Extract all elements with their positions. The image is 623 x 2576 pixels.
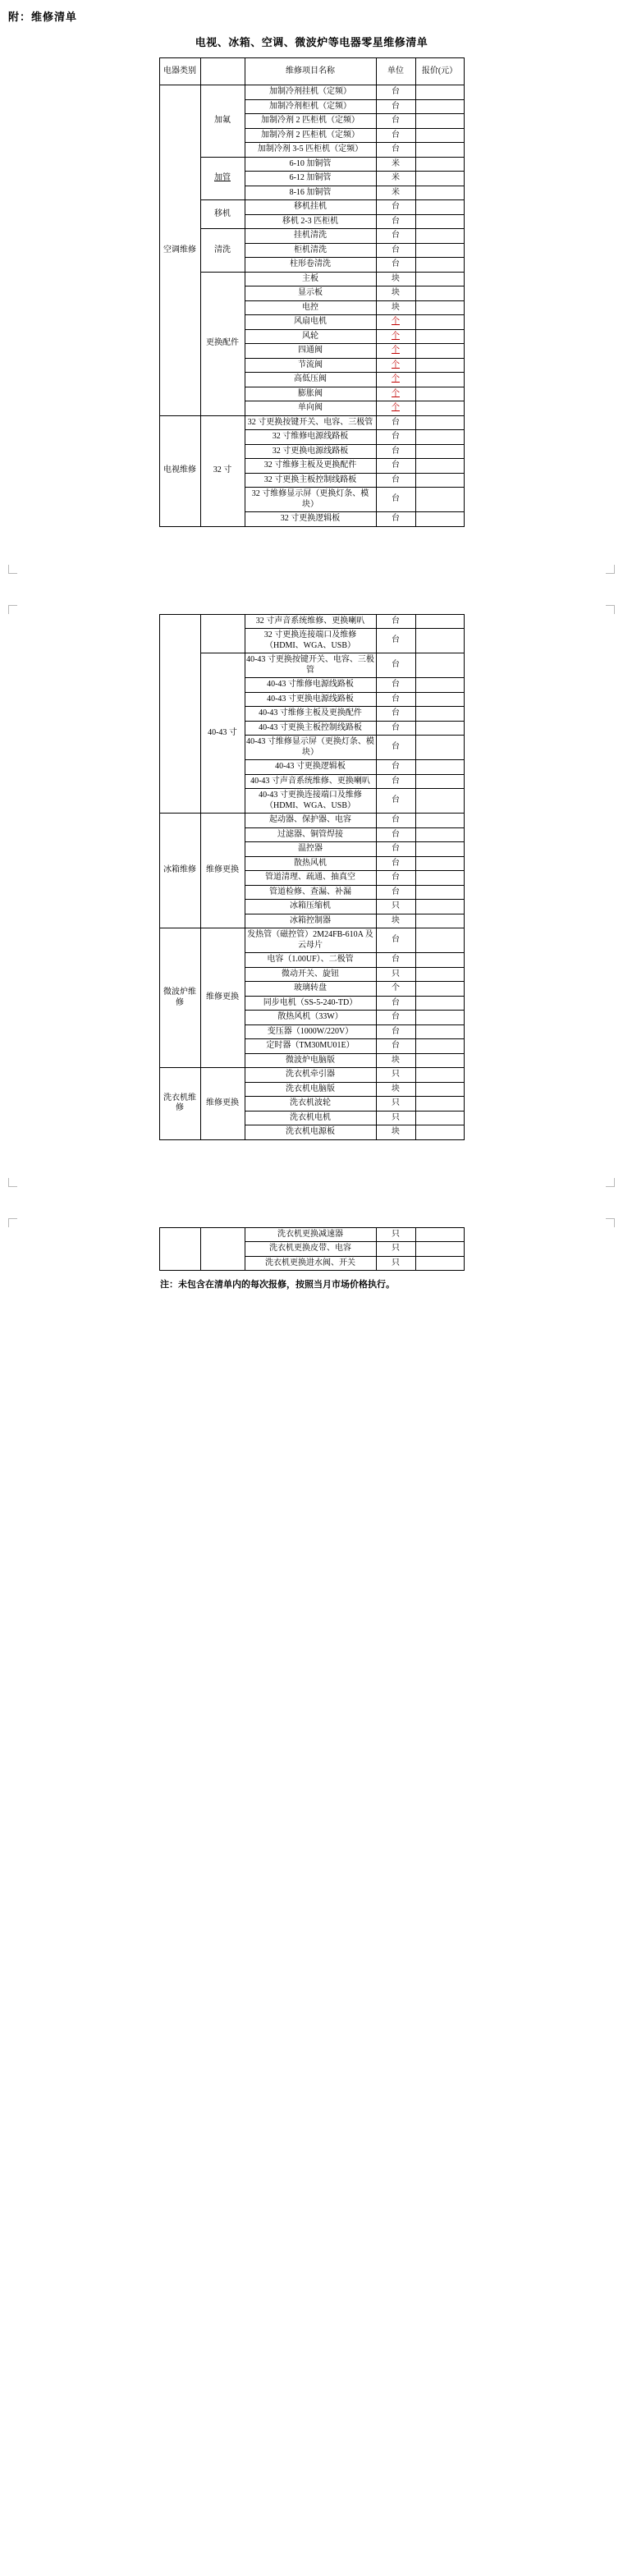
cell-unit: 台	[376, 707, 415, 722]
cell-price	[415, 914, 464, 928]
cell-subcategory	[200, 614, 245, 653]
cell-item: 风扇电机	[245, 315, 376, 330]
cell-price	[415, 387, 464, 401]
cell-item: 洗衣机更换皮带、电容	[245, 1242, 376, 1257]
cell-price	[415, 814, 464, 828]
cell-price	[415, 827, 464, 842]
cell-unit: 台	[376, 1024, 415, 1039]
cell-price	[415, 243, 464, 258]
cell-item: 散热风机（33W）	[245, 1011, 376, 1025]
cell-unit: 台	[376, 85, 415, 100]
cell-item: 管道清理、疏通、抽真空	[245, 871, 376, 886]
cell-unit: 台	[376, 629, 415, 653]
cell-category: 电视维修	[159, 415, 200, 526]
cell-category: 洗衣机维修	[159, 1068, 200, 1140]
cell-item: 8-16 加铜管	[245, 186, 376, 200]
cell-item: 32 寸更换按键开关、电容、三极管	[245, 415, 376, 430]
cell-unit: 只	[376, 1068, 415, 1083]
cell-price	[415, 114, 464, 129]
cell-subcategory: 更换配件	[200, 272, 245, 415]
cell-item: 发热管（磁控管）2M24FB-610A 及云母片	[245, 928, 376, 953]
cell-unit: 台	[376, 814, 415, 828]
cell-subcategory: 维修更换	[200, 814, 245, 928]
cell-item: 32 寸更换逻辑板	[245, 512, 376, 527]
cell-unit: 个	[376, 401, 415, 416]
cell-price	[415, 286, 464, 301]
cell-unit: 台	[376, 842, 415, 857]
cell-item: 40-43 寸维修电源线路板	[245, 678, 376, 693]
cell-price	[415, 1068, 464, 1083]
cell-item: 同步电机（SS-5-240-TD）	[245, 996, 376, 1011]
cell-item: 加制冷剂 3-5 匹柜机（定频）	[245, 143, 376, 158]
table-row	[159, 614, 464, 629]
cell-price	[415, 736, 464, 760]
cell-unit: 台	[376, 128, 415, 143]
cell-price	[415, 760, 464, 775]
cell-price	[415, 856, 464, 871]
cell-item: 6-12 加铜管	[245, 172, 376, 186]
cell-unit: 台	[376, 653, 415, 678]
cell-price	[415, 1125, 464, 1140]
cell-item: 32 寸更换主板控制线路板	[245, 473, 376, 488]
footer-note: 注：未包含在清单内的每次报修，按照当月市场价格执行。	[160, 1280, 395, 1290]
cell-item: 32 寸维修主板及更换配件	[245, 459, 376, 474]
cell-item: 定时器（TM30MU01E）	[245, 1039, 376, 1054]
cell-price	[415, 871, 464, 886]
cell-category	[159, 1227, 200, 1271]
cell-category	[159, 614, 200, 814]
header-subcategory	[200, 58, 245, 85]
cell-price	[415, 1111, 464, 1125]
cell-unit: 台	[376, 885, 415, 900]
cell-item: 单向阀	[245, 401, 376, 416]
cell-unit: 个	[376, 373, 415, 387]
header-price: 报价(元）	[415, 58, 464, 85]
cell-unit: 台	[376, 114, 415, 129]
cell-unit: 台	[376, 760, 415, 775]
cell-unit: 块	[376, 286, 415, 301]
cell-price	[415, 344, 464, 359]
cell-item: 洗衣机牵引器	[245, 1068, 376, 1083]
cell-item: 40-43 寸更换电源线路板	[245, 692, 376, 707]
cell-price	[415, 358, 464, 373]
cell-unit: 台	[376, 789, 415, 814]
cell-unit: 个	[376, 344, 415, 359]
cell-price	[415, 128, 464, 143]
page-break-marks	[0, 565, 623, 614]
cell-unit: 台	[376, 488, 415, 512]
table-row	[159, 200, 464, 215]
cell-unit: 台	[376, 774, 415, 789]
header-category: 电器类别	[159, 58, 200, 85]
document-header-label: 附：维修清单	[8, 11, 78, 23]
cell-unit: 台	[376, 473, 415, 488]
cell-unit: 台	[376, 928, 415, 953]
cell-item: 40-43 寸更换连接端口及维修（HDMI、WGA、USB）	[245, 789, 376, 814]
cell-price	[415, 678, 464, 693]
repair-list-table-part3	[159, 1227, 465, 1272]
header-unit: 单位	[376, 58, 415, 85]
cell-unit: 只	[376, 1227, 415, 1242]
cell-item: 温控器	[245, 842, 376, 857]
cell-unit: 台	[376, 871, 415, 886]
cell-category: 微波炉维修	[159, 928, 200, 1068]
cell-price	[415, 85, 464, 100]
cell-price	[415, 172, 464, 186]
cell-unit: 台	[376, 996, 415, 1011]
table-header-row	[159, 58, 464, 85]
cell-category: 冰箱维修	[159, 814, 200, 928]
cell-item: 风轮	[245, 329, 376, 344]
cell-price	[415, 1256, 464, 1271]
cell-unit: 台	[376, 736, 415, 760]
cell-price	[415, 459, 464, 474]
cell-unit: 台	[376, 229, 415, 244]
repair-list-table-part1	[159, 57, 465, 527]
table-row	[159, 229, 464, 244]
cell-price	[415, 982, 464, 997]
table-row	[159, 928, 464, 953]
cell-item: 主板	[245, 272, 376, 286]
cell-price	[415, 186, 464, 200]
table-row	[159, 415, 464, 430]
cell-price	[415, 928, 464, 953]
cell-item: 洗衣机电机	[245, 1111, 376, 1125]
cell-item: 洗衣机更换进水阀、开关	[245, 1256, 376, 1271]
cell-item: 32 寸更换电源线路板	[245, 444, 376, 459]
cell-item: 32 寸维修显示屏（更换灯条、模块）	[245, 488, 376, 512]
cell-unit: 只	[376, 1097, 415, 1112]
cell-unit: 台	[376, 444, 415, 459]
cell-unit: 台	[376, 430, 415, 445]
cell-price	[415, 789, 464, 814]
cell-price	[415, 214, 464, 229]
page-title: 电视、冰箱、空调、微波炉等电器零星维修清单	[195, 36, 428, 48]
cell-unit: 块	[376, 1082, 415, 1097]
cell-price	[415, 692, 464, 707]
cell-unit: 米	[376, 157, 415, 172]
cell-unit: 台	[376, 258, 415, 273]
header-item: 维修项目名称	[245, 58, 376, 85]
cell-item: 6-10 加铜管	[245, 157, 376, 172]
cell-price	[415, 229, 464, 244]
cell-item: 32 寸维修电源线路板	[245, 430, 376, 445]
cell-unit: 个	[376, 315, 415, 330]
table-row	[159, 85, 464, 100]
cell-subcategory: 40-43 寸	[200, 653, 245, 814]
cell-price	[415, 143, 464, 158]
cell-unit: 台	[376, 721, 415, 736]
cell-item: 移机 2-3 匹柜机	[245, 214, 376, 229]
page-break-marks-2	[0, 1178, 623, 1227]
cell-item: 加制冷剂 2 匹柜机（定频）	[245, 128, 376, 143]
cell-unit: 台	[376, 953, 415, 968]
cell-item: 移机挂机	[245, 200, 376, 215]
cell-price	[415, 300, 464, 315]
cell-item: 洗衣机电源板	[245, 1125, 376, 1140]
cell-unit: 个	[376, 982, 415, 997]
cell-item: 微动开关、旋钮	[245, 967, 376, 982]
table-row	[159, 157, 464, 172]
cell-price	[415, 272, 464, 286]
cell-unit: 块	[376, 914, 415, 928]
cell-price	[415, 629, 464, 653]
cell-unit: 台	[376, 678, 415, 693]
cell-price	[415, 444, 464, 459]
cell-unit: 台	[376, 243, 415, 258]
cell-item: 四通阀	[245, 344, 376, 359]
cell-item: 挂机清洗	[245, 229, 376, 244]
cell-unit: 台	[376, 692, 415, 707]
cell-price	[415, 315, 464, 330]
cell-price	[415, 1227, 464, 1242]
cell-price	[415, 373, 464, 387]
table-row	[159, 1068, 464, 1083]
cell-unit: 台	[376, 856, 415, 871]
cell-item: 微波炉电脑版	[245, 1053, 376, 1068]
cell-item: 玻璃转盘	[245, 982, 376, 997]
cell-item: 散热风机	[245, 856, 376, 871]
table-row	[159, 272, 464, 286]
cell-subcategory: 清洗	[200, 229, 245, 273]
cell-subcategory: 加管	[200, 157, 245, 200]
cell-item: 冰箱控制器	[245, 914, 376, 928]
cell-price	[415, 953, 464, 968]
cell-price	[415, 401, 464, 416]
cell-price	[415, 473, 464, 488]
cell-unit: 台	[376, 143, 415, 158]
cell-price	[415, 774, 464, 789]
cell-unit: 台	[376, 214, 415, 229]
cell-item: 40-43 寸更换按键开关、电容、三极管	[245, 653, 376, 678]
cell-price	[415, 329, 464, 344]
cell-unit: 块	[376, 272, 415, 286]
cell-item: 32 寸更换连接端口及维修（HDMI、WGA、USB）	[245, 629, 376, 653]
cell-unit: 块	[376, 300, 415, 315]
cell-unit: 台	[376, 415, 415, 430]
table-row	[159, 653, 464, 678]
cell-unit: 只	[376, 1111, 415, 1125]
cell-item: 起动器、保护器、电容	[245, 814, 376, 828]
cell-subcategory: 维修更换	[200, 928, 245, 1068]
table-row	[159, 814, 464, 828]
cell-subcategory: 32 寸	[200, 415, 245, 526]
cell-price	[415, 614, 464, 629]
cell-price	[415, 721, 464, 736]
cell-price	[415, 1082, 464, 1097]
cell-price	[415, 99, 464, 114]
cell-item: 膨胀阀	[245, 387, 376, 401]
cell-price	[415, 967, 464, 982]
cell-price	[415, 512, 464, 527]
cell-item: 40-43 寸更换主板控制线路板	[245, 721, 376, 736]
cell-price	[415, 415, 464, 430]
cell-unit: 米	[376, 172, 415, 186]
cell-unit: 只	[376, 1242, 415, 1257]
cell-unit: 个	[376, 387, 415, 401]
cell-item: 高低压阀	[245, 373, 376, 387]
cell-price	[415, 1024, 464, 1039]
cell-unit: 台	[376, 1039, 415, 1054]
cell-item: 电控	[245, 300, 376, 315]
cell-item: 40-43 寸更换逻辑板	[245, 760, 376, 775]
cell-unit: 台	[376, 614, 415, 629]
cell-item: 40-43 寸维修主板及更换配件	[245, 707, 376, 722]
cell-unit: 块	[376, 1125, 415, 1140]
cell-price	[415, 900, 464, 914]
cell-unit: 台	[376, 1011, 415, 1025]
cell-item: 显示板	[245, 286, 376, 301]
cell-category: 空调维修	[159, 85, 200, 416]
cell-unit: 只	[376, 1256, 415, 1271]
repair-list-table-part2	[159, 614, 465, 1140]
cell-unit: 台	[376, 459, 415, 474]
cell-price	[415, 996, 464, 1011]
cell-price	[415, 653, 464, 678]
cell-subcategory: 维修更换	[200, 1068, 245, 1140]
cell-item: 洗衣机波轮	[245, 1097, 376, 1112]
cell-item: 洗衣机更换减速器	[245, 1227, 376, 1242]
cell-price	[415, 885, 464, 900]
cell-item: 柱形卷清洗	[245, 258, 376, 273]
cell-price	[415, 1242, 464, 1257]
cell-item: 加制冷剂 2 匹柜机（定频）	[245, 114, 376, 129]
cell-price	[415, 258, 464, 273]
cell-price	[415, 707, 464, 722]
cell-unit: 台	[376, 827, 415, 842]
cell-item: 冰箱压缩机	[245, 900, 376, 914]
cell-item: 加制冷剂挂机（定频）	[245, 85, 376, 100]
cell-price	[415, 200, 464, 215]
cell-item: 32 寸声音系统维修、更换喇叭	[245, 614, 376, 629]
cell-unit: 台	[376, 200, 415, 215]
cell-item: 过滤器、铜管焊接	[245, 827, 376, 842]
cell-unit: 个	[376, 358, 415, 373]
cell-unit: 台	[376, 512, 415, 527]
cell-unit: 个	[376, 329, 415, 344]
cell-price	[415, 157, 464, 172]
cell-unit: 台	[376, 99, 415, 114]
cell-subcategory: 移机	[200, 200, 245, 229]
cell-subcategory: 加氟	[200, 85, 245, 158]
cell-unit: 块	[376, 1053, 415, 1068]
cell-item: 节流阀	[245, 358, 376, 373]
cell-price	[415, 1011, 464, 1025]
cell-unit: 只	[376, 967, 415, 982]
cell-item: 加制冷剂柜机（定频）	[245, 99, 376, 114]
cell-item: 40-43 寸声音系统维修、更换喇叭	[245, 774, 376, 789]
cell-item: 40-43 寸维修显示屏（更换灯条、模块）	[245, 736, 376, 760]
cell-price	[415, 1053, 464, 1068]
table-row	[159, 1227, 464, 1242]
cell-price	[415, 1039, 464, 1054]
cell-price	[415, 1097, 464, 1112]
cell-price	[415, 430, 464, 445]
cell-unit: 只	[376, 900, 415, 914]
cell-item: 电容（1.00UF）、二极管	[245, 953, 376, 968]
cell-item: 变压器（1000W/220V）	[245, 1024, 376, 1039]
cell-unit: 米	[376, 186, 415, 200]
cell-price	[415, 488, 464, 512]
cell-item: 洗衣机电脑版	[245, 1082, 376, 1097]
cell-item: 管道检修、查漏、补漏	[245, 885, 376, 900]
cell-price	[415, 842, 464, 857]
cell-subcategory	[200, 1227, 245, 1271]
cell-item: 柜机清洗	[245, 243, 376, 258]
